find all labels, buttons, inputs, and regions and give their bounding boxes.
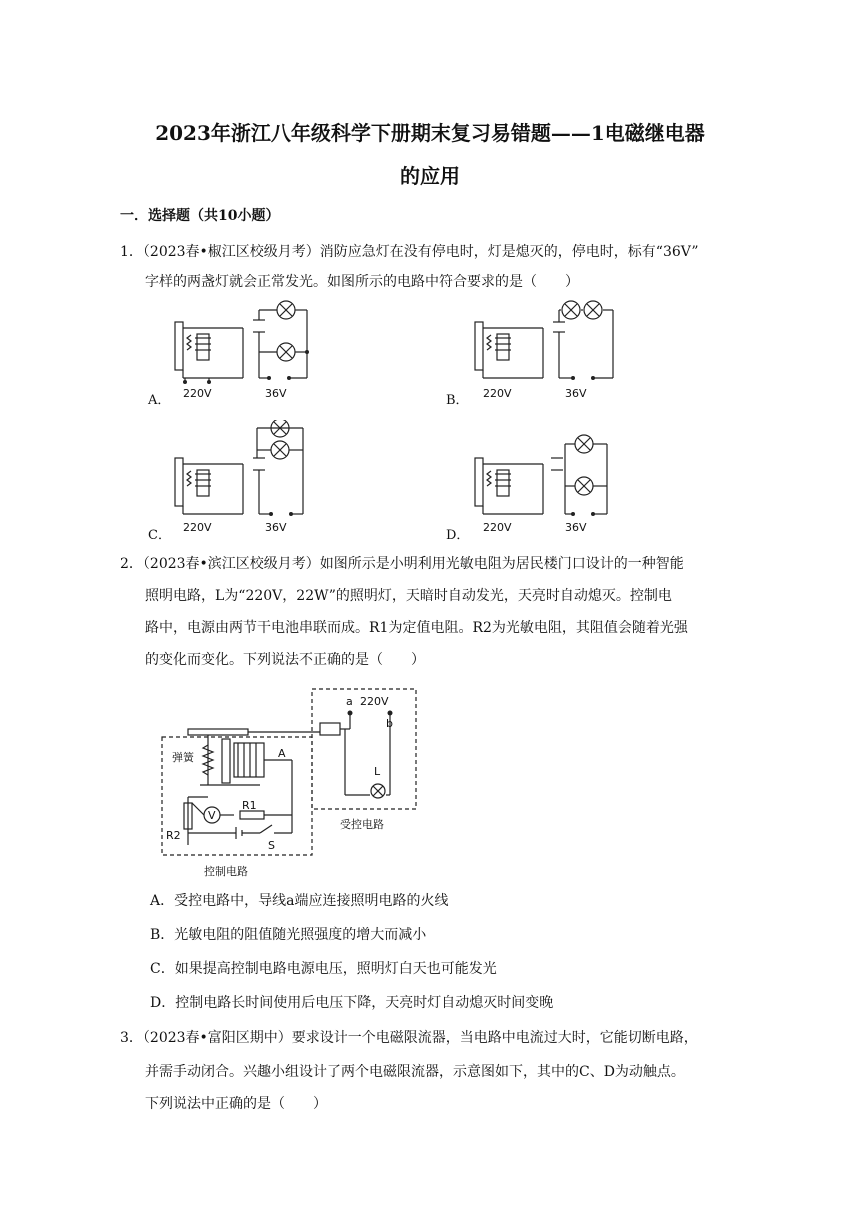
- q2-fig-s-label: S: [268, 839, 275, 852]
- q2-stem-line1: 2．（2023春•滨江区校级月考）如图所示是小明利用光敏电阻为居民楼门口设计的一种智能: [120, 556, 684, 572]
- q2-stem-line4: 的变化而变化。下列说法不正确的是（ ）: [145, 652, 425, 668]
- q1-d-36v-label: 36V: [565, 521, 587, 534]
- q1-d-220v-label: 220V: [483, 521, 512, 534]
- q1-c-220v-label: 220V: [183, 521, 212, 534]
- q3-stem-line3: 下列说法中正确的是（ ）: [145, 1096, 327, 1112]
- page-title-continued: 的应用: [400, 164, 460, 188]
- q2-fig-a-label: a: [346, 695, 353, 708]
- q2-fig-voltmeter-label: V: [208, 809, 216, 822]
- q3-stem-line2: 并需手动闭合。兴趣小组设计了两个电磁限流器，示意图如下，其中的C、D为动触点。: [145, 1064, 685, 1080]
- q1-stem-line2: 字样的两盏灯就会正常发光。如图所示的电路中符合要求的是（ ）: [145, 274, 579, 290]
- q2-fig-r2-label: R2: [166, 829, 181, 842]
- q2-fig-spring-label: 弹簧: [172, 751, 194, 764]
- q2-stem-line2: 照明电路，L为“220V，22W”的照明灯，天暗时自动发光，天亮时自动熄灭。控制电: [145, 588, 672, 604]
- q2-circuit-figure: [160, 685, 420, 880]
- q2-fig-control-circuit-label: 控制电路: [204, 865, 248, 878]
- q2-fig-controlled-circuit-label: 受控电路: [340, 818, 384, 831]
- q1-circuit-c: [165, 420, 315, 535]
- q2-option-d: D．控制电路长时间使用后电压下降，天亮时灯自动熄灭时间变晚: [150, 995, 554, 1011]
- q2-option-a: A．受控电路中，导线a端应连接照明电路的火线: [150, 893, 449, 909]
- q1-circuit-a: [165, 300, 315, 400]
- q2-fig-b-label: b: [386, 717, 393, 730]
- q1-a-220v-label: 220V: [183, 387, 212, 400]
- page-title: 2023年浙江八年级科学下册期末复习易错题——1电磁继电器: [155, 121, 705, 145]
- q1-option-c-label: C．: [148, 528, 171, 543]
- q1-b-220v-label: 220V: [483, 387, 512, 400]
- q1-stem-line1: 1．（2023春•椒江区校级月考）消防应急灯在没有停电时，灯是熄灭的，停电时，标有“36V”: [120, 244, 699, 260]
- q1-option-b-label: B．: [446, 393, 469, 408]
- q3-stem-line1: 3．（2023春•富阳区期中）要求设计一个电磁限流器，当电路中电流过大时，它能切断电路，: [120, 1030, 698, 1046]
- q1-circuit-d: [465, 420, 620, 535]
- q1-a-36v-label: 36V: [265, 387, 287, 400]
- q2-fig-r1-label: R1: [242, 799, 257, 812]
- q2-option-b: B．光敏电阻的阻值随光照强度的增大而减小: [150, 927, 427, 943]
- section-heading: 一．选择题（共10小题）: [120, 208, 280, 224]
- q2-stem-line3: 路中，电源由两节干电池串联而成。R1为定值电阻。R2为光敏电阻，其阻值会随着光强: [145, 620, 688, 636]
- q2-fig-220v-label: 220V: [360, 695, 389, 708]
- q1-option-d-label: D．: [446, 528, 470, 543]
- q1-option-a-label: A．: [148, 393, 171, 408]
- q2-option-c: C．如果提高控制电路电源电压，照明灯白天也可能发光: [150, 961, 497, 977]
- q2-fig-a-point-label: A: [278, 747, 286, 760]
- q1-c-36v-label: 36V: [265, 521, 287, 534]
- q1-circuit-b: [465, 300, 620, 400]
- q2-fig-l-label: L: [374, 765, 381, 778]
- q1-b-36v-label: 36V: [565, 387, 587, 400]
